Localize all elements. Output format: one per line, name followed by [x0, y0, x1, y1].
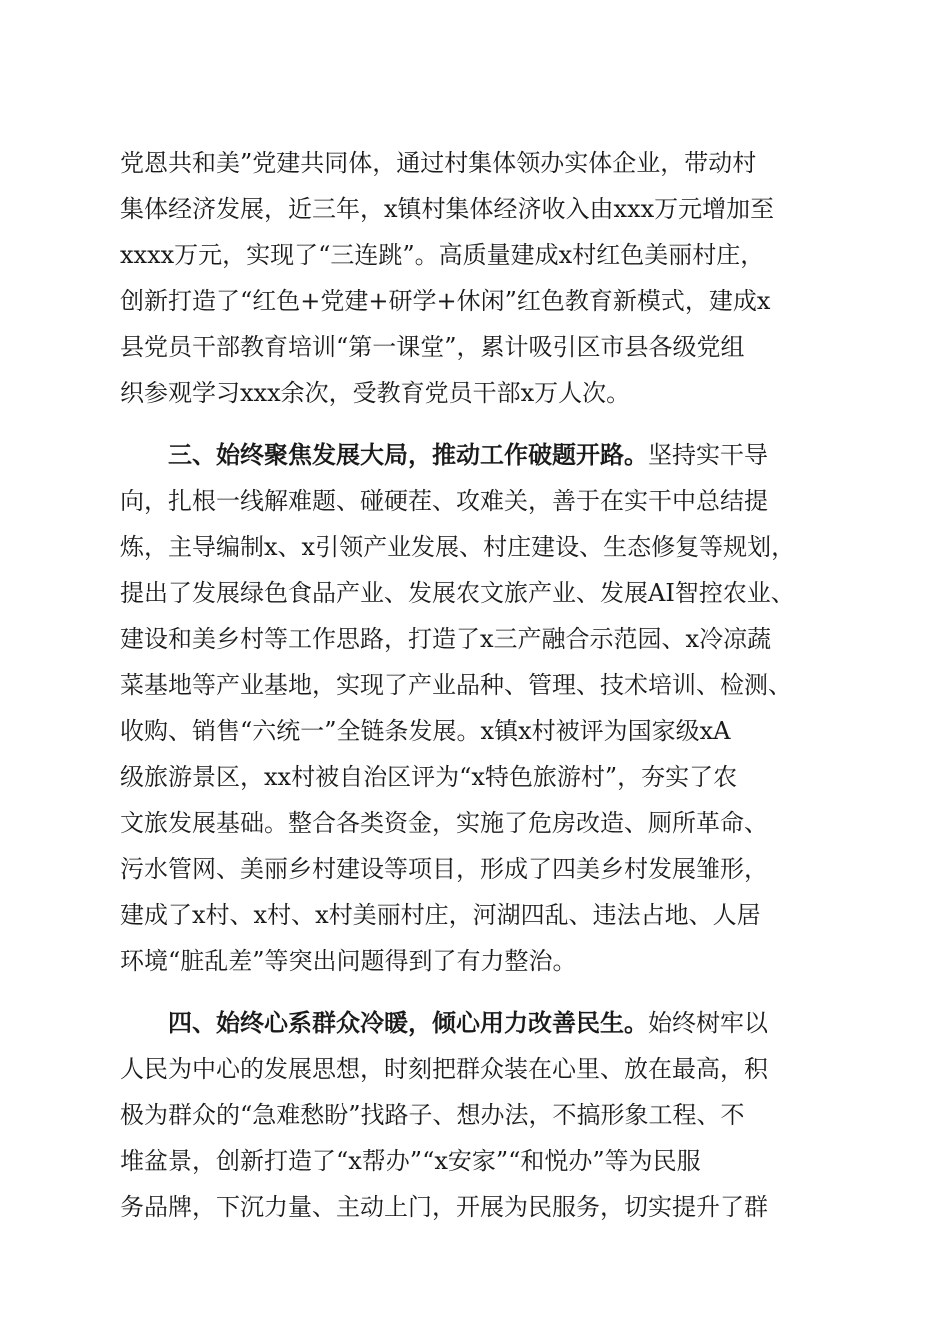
- paragraph-first-line: [120, 432, 850, 478]
- heading-line-rest: 坚持实干导: [648, 441, 768, 469]
- paragraph-line: 级旅游景区，xx村被自治区评为“x特色旅游村”，夯实了农: [120, 763, 738, 791]
- paragraph-line: 创新打造了“红色+党建+研学+休闲”红色教育新模式，建成x: [120, 287, 771, 315]
- paragraph-line: 菜基地等产业基地，实现了产业品种、管理、技术培训、检测、: [120, 671, 792, 699]
- paragraph-section-4: [120, 1000, 850, 1230]
- paragraph-line: 建成了x村、x村、x村美丽村庄，河湖四乱、违法占地、人居: [120, 901, 761, 929]
- paragraph-line: 建设和美乡村等工作思路，打造了x三产融合示范园、x冷凉蔬: [120, 625, 772, 653]
- paragraph-line: xxxx万元，实现了“三连跳”。高质量建成x村红色美丽村庄，: [120, 241, 765, 269]
- paragraph-line: 极为群众的“急难愁盼”找路子、想办法，不搞形象工程、不: [120, 1101, 745, 1129]
- paragraph-line: 县党员干部教育培训“第一课堂”，累计吸引区市县各级党组: [120, 333, 745, 361]
- paragraph-line: 文旅发展基础。整合各类资金，实施了危房改造、厕所革命、: [120, 809, 768, 837]
- document-body: [120, 140, 850, 1230]
- paragraph-line: 环境“脏乱差”等突出问题得到了有力整治。: [120, 947, 577, 975]
- paragraph-line: 织参观学习xxx余次，受教育党员干部x万人次。: [120, 379, 631, 407]
- paragraph-line: 向，扎根一线解难题、碰硬茬、攻难关，善于在实干中总结提: [120, 487, 768, 515]
- heading-line-rest: 始终树牢以: [648, 1009, 768, 1037]
- paragraph-first-line: [120, 1000, 850, 1046]
- paragraph-line: 党恩共和美”党建共同体，通过村集体领办实体企业，带动村: [120, 149, 757, 177]
- paragraph-line: 炼，主导编制x、x引领产业发展、村庄建设、生态修复等规划，: [120, 533, 796, 561]
- paragraph-1: [120, 140, 850, 416]
- section-heading-4: 四、始终心系群众冷暖，倾心用力改善民生。: [168, 1009, 648, 1037]
- paragraph-line: 集体经济发展，近三年，x镇村集体经济收入由xxx万元增加至: [120, 195, 775, 223]
- paragraph-line: 污水管网、美丽乡村建设等项目，形成了四美乡村发展雏形，: [120, 855, 768, 883]
- paragraph-line: 务品牌，下沉力量、主动上门，开展为民服务，切实提升了群: [120, 1193, 768, 1221]
- paragraph-line: 提出了发展绿色食品产业、发展农文旅产业、发展AI智控农业、: [120, 579, 795, 607]
- paragraph-line: 堆盆景，创新打造了“x帮办”“x安家”“和悦办”等为民服: [120, 1147, 701, 1175]
- paragraph-line: 收购、销售“六统一”全链条发展。x镇x村被评为国家级xA: [120, 717, 731, 745]
- section-heading-3: 三、始终聚焦发展大局，推动工作破题开路。: [168, 441, 648, 469]
- paragraph-section-3: [120, 432, 850, 984]
- paragraph-line: 人民为中心的发展思想，时刻把群众装在心里、放在最高，积: [120, 1055, 768, 1083]
